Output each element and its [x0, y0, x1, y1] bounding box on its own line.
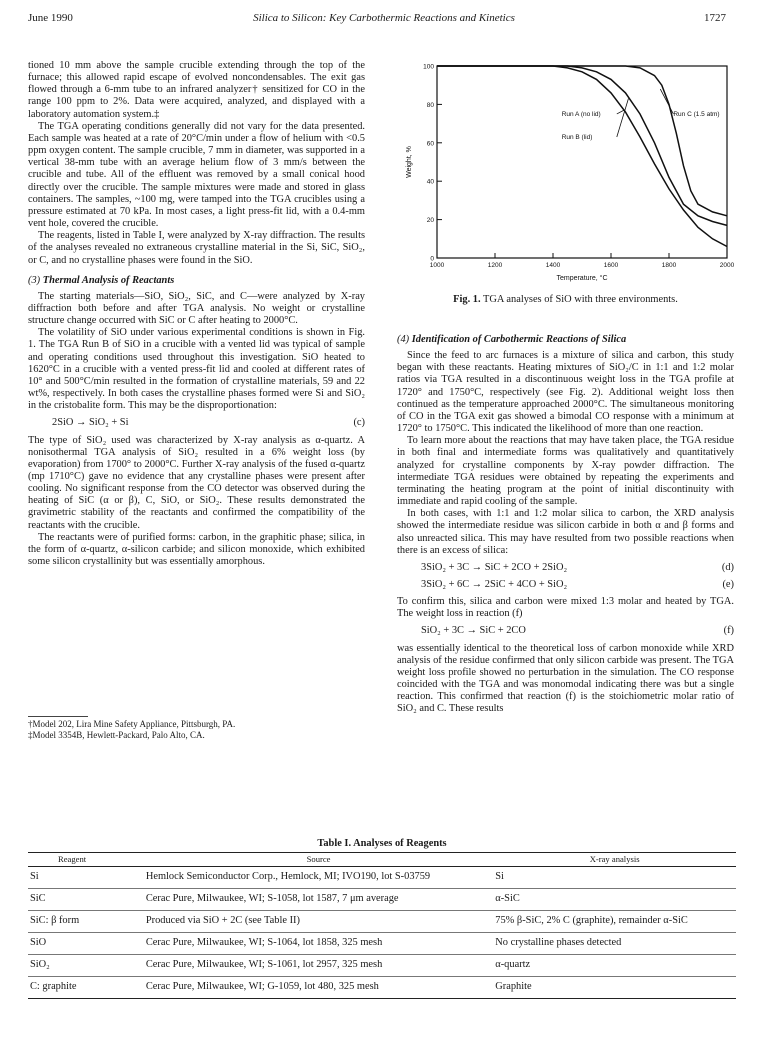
table-cell: Si [28, 867, 144, 889]
column-header: X-ray analysis [493, 853, 736, 867]
table-cell: Cerac Pure, Milwaukee, WI; S-1061, lot 2957, 325 mesh [144, 955, 493, 977]
footnote: ‡Model 3354B, Hewlett-Packard, Palo Alto, CA. [28, 729, 205, 740]
x-tick-label: 1800 [661, 262, 677, 269]
table-row [28, 977, 736, 999]
reagents-table [28, 852, 736, 999]
paragraph: The reagents, listed in Table I, were analyzed by X-ray diffraction. The results of the analyses revealed no extraneous crystalline material in the Si, SiC, SiO₂, or C, and no crystalline phases were found in the SiO. [28, 230, 365, 266]
equation-label: (c) [353, 417, 365, 429]
table-row [28, 933, 736, 955]
equation-label: (d) [721, 561, 734, 573]
table-cell: No crystalline phases detected [493, 933, 736, 955]
x-tick-label: 1600 [603, 262, 619, 269]
left-column [28, 60, 365, 568]
caption-label: Fig. 1. [453, 294, 481, 305]
y-tick-label: 20 [426, 217, 434, 225]
table-row [28, 955, 736, 977]
x-tick-label: 2000 [719, 262, 734, 269]
paragraph: The volatility of SiO under various experimental conditions is shown in Fig. 1. The TGA Run B of SiO in a crucible with a vented lid was typical of sample and operating conditions used throughout this investigation. SiO heated to 1620°C in a crucible with a vented press-fit lid and cooled at different rates of 10° and 500°C/min resulted in the formation of crystalline materials, 59 and 22 wt%, respectively. In both cases the crystalline phases formed were Si and SiO₂ in the cristobalite form. This may be the disproportionation: [28, 327, 365, 412]
series-annotation: Run C (1.5 atm) [673, 110, 720, 118]
table-cell: α-SiC [493, 889, 736, 911]
section-title: Thermal Analysis of Reactants [42, 274, 175, 286]
annotation-leader [660, 89, 673, 114]
series-line-1 [437, 66, 727, 247]
equation-f [397, 625, 734, 637]
footnote: †Model 202, Lira Mine Safety Appliance, Pittsburgh, PA. [28, 719, 236, 729]
y-tick-label: 80 [426, 101, 434, 109]
equation-text: 3SiO₂ + 3C → SiC + 2CO + 2SiO₂ [421, 561, 568, 573]
footnote-rule [28, 716, 88, 717]
section-number: (4) [397, 334, 410, 345]
annotation-leader [617, 110, 624, 114]
paragraph: To learn more about the reactions that may have taken place, the TGA residue in both final and intermediate forms was qualitatively and quantitatively analyzed for crystalline components by X-ray powder diffraction. The intermediate TGA residues were obtained by repeating the experiments and terminating the heating program at the point of initial discontinuity with immediate and rapid cooling of the sample. [397, 435, 734, 508]
x-axis-label: Temperature, °C [556, 275, 608, 282]
section-heading [28, 275, 365, 287]
header-title: Silica to Silicon: Key Carbothermic Reactions and Kinetics [253, 12, 515, 24]
equation-e [397, 579, 734, 591]
y-tick-label: 0 [430, 255, 434, 263]
equation-label: (e) [722, 578, 734, 590]
equation-text: SiO₂ + 3C → SiC + 2CO [421, 625, 526, 637]
paragraph: tioned 10 mm above the sample crucible extending through the top of the furnace; this allowed rapid escape of evolved noncondensables. The exit gas flowed through a 6-mm tube to an infrared analyzer† sensitized for CO in the range 100 ppm to 2%. Data were acquired, analyzed, and displayed with a laboratory automation system.‡ [28, 60, 365, 120]
equation-d [397, 562, 734, 574]
paragraph: The type of SiO₂ used was characterized by X-ray analysis as α-quartz. A nonisothermal TGA analysis of SiO₂ resulted in a 6% weight loss (by evaporation) from 1700° to 2000°C. Further X-ray analysis of the fused α-quartz (mp 1710°C) gave no evidence that any crystalline phases were present after cooling. No significant response from the CO detector was observed during the heating of SiC (α or β), C, SiO, or SiO₂. These results demonstrated the gravimetric stability of the reactants and confirmed the compatibility of the reactants with the crucible. [28, 434, 365, 531]
table-cell: Produced via SiO + 2C (see Table II) [144, 911, 493, 933]
paragraph: Since the feed to arc furnaces is a mixture of silica and carbon, this study began with these reactants. Heating mixtures of SiO₂/C in 1:1 and 1:2 molar ratios via TGA resulted in a discontinuous weight loss in the TGA profile at 1720° and 1750°C, respectively (see Fig. 2). Additional weight loss then continued as the temperature approached 2000°C. The simultaneous monitoring of CO in the TGA exit gas showed a bimodal CO response with a minimum at 1720° to 1750°C. This indicated the likelihood of more than one reaction. [397, 350, 734, 435]
column-header: Source [144, 853, 493, 867]
equation-text: 3SiO₂ + 6C → 2SiC + 4CO + SiO₂ [421, 578, 568, 590]
paragraph: To confirm this, silica and carbon were mixed 1:3 molar and heated by TGA. The weight loss in reaction (f) [397, 596, 734, 620]
page-number: 1727 [704, 12, 726, 24]
column-header: Reagent [28, 853, 144, 867]
figure-caption [397, 294, 734, 305]
x-tick-label: 1400 [545, 262, 561, 269]
table-cell: SiC [28, 889, 144, 911]
equation-label: (f) [723, 625, 734, 637]
series-annotation: Run A (no lid) [561, 110, 601, 118]
table-cell: Cerac Pure, Milwaukee, WI; S-1064, lot 1858, 325 mesh [144, 933, 493, 955]
paragraph: was essentially identical to the theoretical loss of carbon monoxide while XRD analysis of the residue confirmed that only silicon carbide was present. The TGA weight loss profile showed no perturbation in the simulation. The CO response coincided with the TGA and was monomodal indicating there was but a single reaction. This confirmed that reaction (f) is the stoichiometric molar ratio of SiO₂ and C. These results [397, 642, 734, 715]
paragraph: The reactants were of purified forms: carbon, in the graphitic phase; silica, in the form of α-quartz, α-silicon carbide; and silicon monoxide, which exhibited some silicon crystallinity but was essentially amorphous. [28, 531, 365, 568]
table-cell: Hemlock Semiconductor Corp., Hemlock, MI; IVO190, lot S-03759 [144, 867, 493, 889]
figure-1 [397, 58, 734, 308]
table-cell: SiC: β form [28, 911, 144, 933]
table-1 [28, 838, 736, 999]
table-title: Table I. Analyses of Reagents [317, 838, 447, 849]
plot-frame [437, 66, 727, 258]
section-heading [397, 334, 734, 346]
tga-chart [397, 58, 734, 290]
paragraph: The TGA operating conditions generally did not vary for the data presented. Each sample was heated at a rate of 20°C/min under a flow of helium with <0.5 ppm oxygen content. The sample crucible, 7 mm in diameter, was supported in a vertical 38-mm tube with an average helium flow of 3 mm/s between the crucible and tube. All of the effluent was removed by a small conical hood directly over the crucible. The sample mixtures were made and stored in glass containers. The samples, ~100 mg, were tamped into the TGA crucibles using a pressure estimated at 70 kPa. In most cases, a light press-fit lid, with a 0.4-mm vent hole, covered the crucible. [28, 120, 365, 230]
table-header-row [28, 853, 736, 867]
table-cell: SiO₂ [28, 955, 144, 977]
y-axis-label: Weight, % [406, 146, 413, 178]
y-tick-label: 60 [426, 140, 434, 148]
y-tick-label: 100 [423, 63, 434, 71]
equation-text: 2SiO → SiO₂ + Si [52, 417, 129, 429]
caption-text: TGA analyses of SiO with three environments. [483, 294, 678, 305]
table-cell: 75% β-SiC, 2% C (graphite), remainder α-SiC [493, 911, 736, 933]
series-line-2 [437, 66, 727, 225]
table-cell: SiO [28, 933, 144, 955]
table-cell: Si [493, 867, 736, 889]
annotation-leader [617, 99, 629, 137]
section-number: (3) [28, 274, 41, 286]
right-column [397, 334, 734, 716]
table-row [28, 867, 736, 889]
equation-c [28, 417, 365, 429]
table-cell: Graphite [493, 977, 736, 999]
series-annotation: Run B (lid) [561, 133, 593, 141]
table-cell: Cerac Pure, Milwaukee, WI; S-1058, lot 1587, 7 μm average [144, 889, 493, 911]
table-row [28, 911, 736, 933]
header-date: June 1990 [28, 12, 73, 24]
section-title: Identification of Carbothermic Reactions of Silica [411, 334, 627, 345]
paragraph: The starting materials—SiO, SiO₂, SiC, and C—were analyzed by X-ray diffraction both before and after TGA analysis. No weight or crystalline structure change occurred with SiC or C after heating to 2000°C. [28, 290, 365, 327]
table-cell: C: graphite [28, 977, 144, 999]
x-tick-label: 1200 [487, 262, 503, 269]
table-row [28, 889, 736, 911]
footnotes [28, 716, 365, 740]
paragraph: In both cases, with 1:1 and 1:2 molar silica to carbon, the XRD analysis showed the intermediate residue was silicon carbide in both α and β forms and also unreacted silica. This may have resulted from two possible reactions when there is an excess of silica: [397, 508, 734, 556]
table-cell: α-quartz [493, 955, 736, 977]
y-tick-label: 40 [426, 178, 434, 186]
x-tick-label: 1000 [429, 262, 445, 269]
table-cell: Cerac Pure, Milwaukee, WI; G-1059, lot 480, 325 mesh [144, 977, 493, 999]
